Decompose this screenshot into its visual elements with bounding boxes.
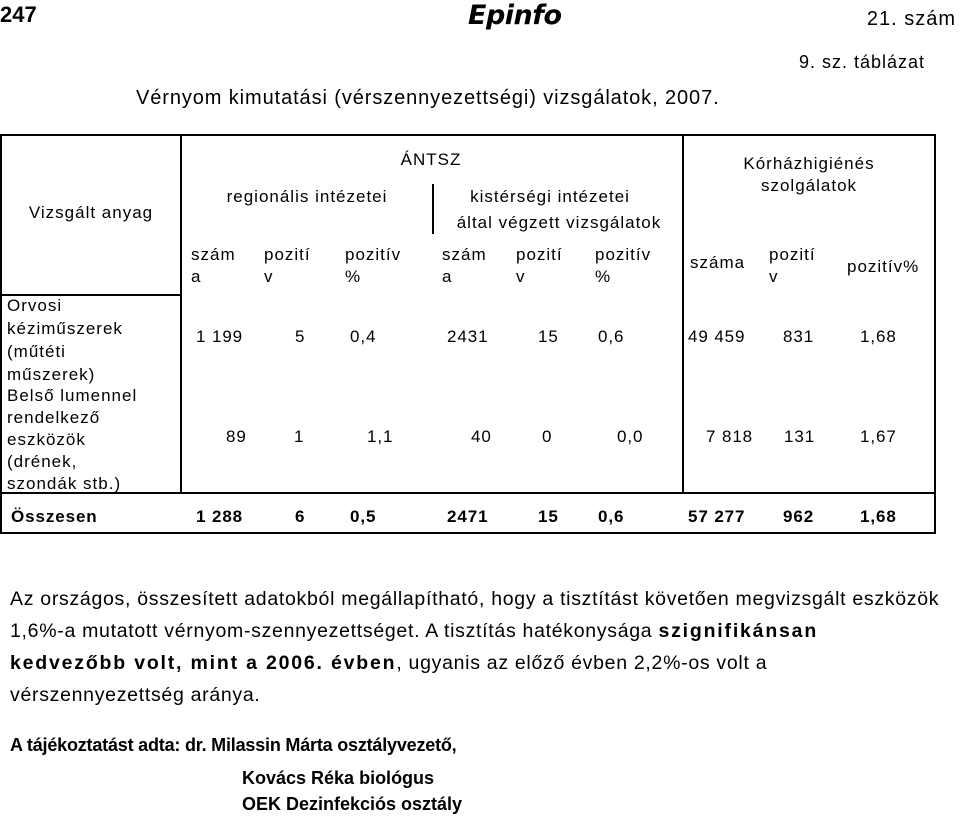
hospital-line1: Kórházhigiénés: [743, 154, 875, 173]
subheader-hospital-count: száma: [690, 253, 746, 272]
paragraph-text: Az országos, összesített adatokból megállapítható, hogy a tisztítást követően megvizsgált eszközök 1,6%-a mutatott vérnyom-szennyezettséget. A tisztítás hatékonysága: [10, 588, 940, 642]
credit-department: OEK Dezinfekciós osztály: [242, 794, 463, 814]
data-table: [0, 134, 936, 534]
paragraph-text: , ugyanis az előző évben 2,2%-os volt a vérszennyezettség aránya.: [10, 652, 768, 706]
row-label-lumen-devices: [7, 385, 137, 495]
table-cell: 831: [783, 327, 815, 346]
subheader-text: pozití: [769, 245, 816, 264]
table-cell: 1 199: [196, 327, 244, 346]
subheader-hospital-positive: [769, 244, 816, 288]
subheader-text: v: [769, 267, 779, 286]
row-label-line: Belső lumennel: [7, 386, 138, 405]
subheader-text: szám: [442, 245, 487, 264]
issue-number: 21. szám: [866, 8, 956, 30]
col-header-antsz: ÁNTSZ: [400, 150, 462, 169]
table-cell: 1,68: [860, 327, 897, 346]
table-cell: 1: [294, 427, 305, 446]
subheader-text: %: [595, 267, 612, 286]
subheader-text: a: [191, 267, 202, 286]
subheader-regional-count: [191, 244, 236, 288]
subheader-hospital-positive-pct: pozitív%: [847, 257, 920, 276]
table-cell: 40: [471, 427, 492, 446]
subheader-text: a: [442, 267, 453, 286]
table-cell: 0: [542, 427, 553, 446]
subheader-text: %: [345, 267, 362, 286]
subheader-regional-positive-pct: [345, 244, 401, 288]
subheader-subregional-positive: [516, 244, 563, 288]
subheader-text: pozití: [264, 245, 311, 264]
row-label-line: (műtéti: [7, 342, 66, 361]
col-header-subregional: [434, 186, 684, 234]
subheader-subregional-count: [442, 244, 487, 288]
table-number: 9. sz. táblázat: [798, 52, 925, 72]
col-header-hospital: [684, 153, 934, 197]
paragraph-emphasis: szignifikánsan kedvezőbb volt, mint a 2006. évben: [10, 620, 819, 674]
row-label-line: (drének,: [7, 452, 78, 471]
row-label-line: Orvosi: [7, 296, 63, 315]
table-cell: 1,1: [367, 427, 394, 446]
table-cell: 49 459: [688, 327, 746, 346]
divider-total-row: [2, 492, 934, 494]
table-cell-total: 15: [538, 507, 559, 526]
page-number: 247: [0, 2, 37, 27]
subheader-text: pozitív: [595, 245, 652, 264]
row-label-line: kéziműszerek: [7, 319, 123, 338]
table-cell-total: 2471: [447, 507, 489, 526]
subheader-text: pozití: [516, 245, 563, 264]
table-cell-total: 1 288: [196, 507, 244, 526]
subheader-regional-positive: [264, 244, 311, 288]
table-cell: 0,4: [350, 327, 377, 346]
credit-author: A tájékoztatást adta: dr. Milassin Márta osztályvezető,: [10, 735, 457, 755]
subregional-line2: által végzett vizsgálatok: [456, 213, 662, 232]
table-cell-total: 0,6: [598, 507, 625, 526]
epinfo-logo: Epinfo: [468, 0, 562, 31]
table-cell: 131: [784, 427, 816, 446]
col-header-material: Vizsgált anyag: [28, 203, 154, 222]
table-cell: 5: [295, 327, 306, 346]
row-label-line: műszerek): [7, 365, 96, 384]
row-label-line: szondák stb.): [7, 474, 122, 493]
table-cell: 2431: [447, 327, 489, 346]
table-cell: 0,0: [617, 427, 644, 446]
table-title: Vérnyom kimutatási (vérszennyezettségi) vizsgálatok, 2007.: [136, 87, 720, 109]
col-header-regional: regionális intézetei: [226, 187, 388, 206]
table-cell: 1,67: [860, 427, 897, 446]
row-label-total: Összesen: [11, 507, 98, 526]
table-cell-total: 962: [783, 507, 815, 526]
table-cell-total: 57 277: [688, 507, 746, 526]
table-cell: 7 818: [706, 427, 754, 446]
summary-paragraph: [10, 583, 940, 711]
table-cell-total: 0,5: [350, 507, 377, 526]
subheader-text: pozitív: [345, 245, 402, 264]
table-cell: 15: [538, 327, 559, 346]
row-label-instruments: [7, 294, 123, 386]
subheader-text: szám: [191, 245, 236, 264]
subheader-text: v: [264, 267, 274, 286]
subheader-subregional-positive-pct: [595, 244, 651, 288]
subheader-text: v: [516, 267, 526, 286]
hospital-line2: szolgálatok: [760, 176, 858, 195]
credit-biologist: Kovács Réka biológus: [242, 768, 435, 788]
table-cell-total: 6: [295, 507, 306, 526]
row-label-line: eszközök: [7, 430, 86, 449]
row-label-line: rendelkező: [7, 408, 101, 427]
table-cell: 0,6: [598, 327, 625, 346]
table-cell: 89: [226, 427, 247, 446]
table-cell-total: 1,68: [860, 507, 897, 526]
subregional-line1: kistérségi intézetei: [470, 187, 630, 206]
